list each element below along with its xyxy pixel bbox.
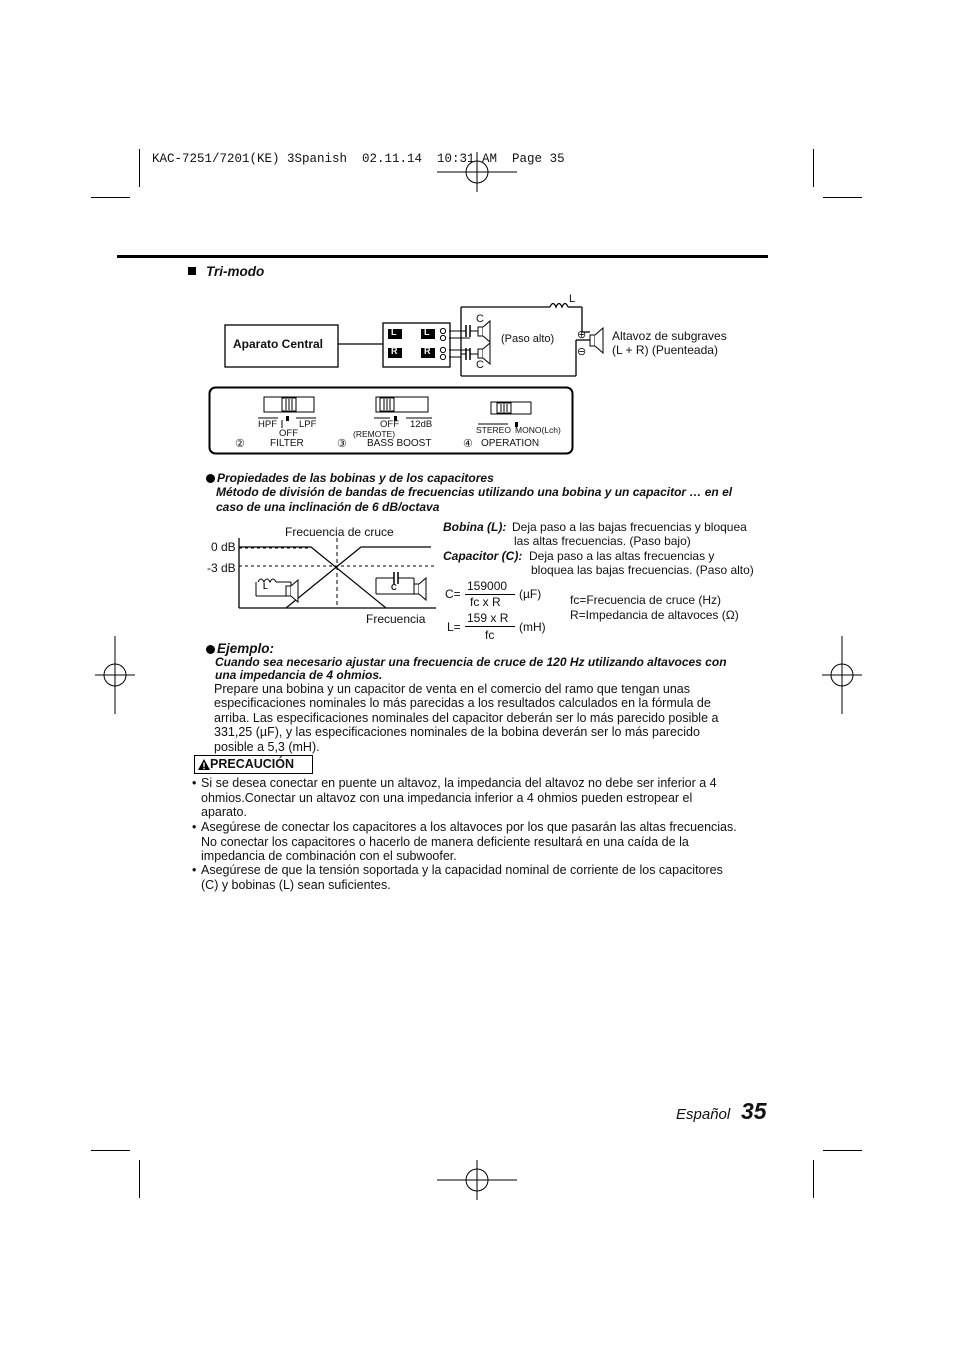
bass-boost-12db-option: 12dB — [410, 419, 433, 430]
bullet-dot — [206, 474, 215, 483]
formula-c-prefix: C= — [445, 587, 461, 601]
crop-mark — [813, 1160, 814, 1198]
r-definition: R=Impedancia de altavoces (Ω) — [570, 608, 739, 622]
capacitor-definition: bloquea las bajas frecuencias. (Paso alto) — [531, 563, 754, 577]
y-label-0db: 0 dB — [211, 540, 236, 554]
formula-c-denominator: fc x R — [470, 595, 501, 609]
footer-language: Español — [676, 1106, 731, 1123]
central-unit-label: Aparato Central — [233, 337, 324, 351]
bass-boost-off-option: OFF — [380, 419, 399, 430]
fraction-bar — [465, 626, 515, 627]
example-condition: una impedancia de 4 ohmios. — [215, 668, 383, 682]
y-label-3db: -3 dB — [207, 561, 236, 575]
bass-boost-label: BASS BOOST — [367, 438, 432, 449]
graph-cap-mark: C — [391, 583, 397, 592]
caution-label: PRECAUCIÓN — [210, 757, 295, 771]
bobina-definition: Deja paso a las bajas frecuencias y bloquea — [512, 520, 747, 534]
registration-mark — [822, 636, 862, 714]
crop-mark — [91, 197, 130, 198]
filter-number: ② — [235, 438, 245, 450]
formula-l-prefix: L= — [447, 620, 461, 634]
crop-mark — [813, 149, 814, 187]
operation-stereo-option: STEREO — [476, 425, 511, 435]
bobina-term: Bobina (L): — [443, 520, 507, 534]
crop-mark — [823, 1150, 862, 1151]
speaker-label: (L + R) (Puenteada) — [612, 343, 718, 357]
channel-l-label: L — [424, 327, 430, 337]
fc-definition: fc=Frecuencia de cruce (Hz) — [570, 593, 722, 607]
formula-l-unit: (mH) — [519, 620, 546, 634]
crossover-label: Frecuencia de cruce — [285, 525, 394, 539]
caution-item: • Si se desea conectar en puente un altavoz, la impedancia del altavoz no debe ser inferior a 4 ohmios.Conectar un altavoz con una impedancia inferior a 4 ohmios pueden estropear el aparato. — [192, 776, 717, 820]
channel-l-label: L — [391, 327, 397, 337]
capacitor-label: C — [476, 313, 484, 325]
formula-l-denominator: fc — [485, 628, 495, 642]
warning-icon — [198, 759, 210, 770]
registration-mark — [437, 1160, 517, 1200]
example-paragraph: Prepare una bobina y un capacitor de venta en el comercio del ramo que tengan unas — [214, 682, 691, 696]
graph-coil-mark: L — [263, 582, 268, 591]
example-paragraph: especificaciones nominales lo más parecidas a los resultados calculados en la fórmula de — [214, 696, 711, 710]
example-paragraph: 331,25 (µF), y las especificaciones nominales de la bobina deverán ser lo más parecido — [214, 725, 700, 739]
formula-c-numerator: 159000 — [467, 579, 508, 593]
section-bullet-square — [188, 267, 196, 275]
page-number: 35 — [741, 1098, 767, 1124]
caution-item: • Asegúrese de conectar los capacitores a los altavoces por los que pasarán las altas frecuencias. No conectar los capacitores o hacerlo de manera deficiente resultará en una caída de la impedancia de combinación con el subwoofer. — [192, 820, 737, 864]
capacitor-definition: Deja paso a las altas frecuencias y — [529, 549, 715, 563]
properties-subheading: caso de una inclinación de 6 dB/octava — [216, 500, 440, 514]
crop-mark — [91, 1150, 130, 1151]
crop-mark — [139, 149, 140, 187]
bass-boost-remote-option: (REMOTE) — [353, 429, 396, 439]
example-heading: Ejemplo: — [217, 641, 275, 656]
section-title: Tri-modo — [206, 264, 265, 279]
formula-c-unit: (µF) — [519, 587, 542, 601]
highpass-label: (Paso alto) — [501, 333, 555, 345]
channel-r-label: R — [391, 346, 398, 356]
x-axis-label: Frecuencia — [366, 612, 426, 626]
filter-label: FILTER — [270, 438, 304, 449]
example-condition: Cuando sea necesario ajustar una frecuencia de cruce de 120 Hz utilizando altavoces con — [215, 655, 727, 669]
print-slug: KAC-7251/7201(KE) 3Spanish 02.11.14 10:31 AM Page 35 — [152, 152, 565, 166]
coil-label: L — [569, 293, 576, 305]
bass-boost-number: ③ — [337, 438, 347, 450]
caution-item: • Asegúrese de que la tensión soportada y la capacidad nominal de corriente de los capacitores (C) y bobinas (L) sean suficientes. — [192, 863, 723, 892]
filter-hpf-option: HPF — [258, 419, 277, 430]
bullet-dot — [206, 645, 215, 654]
crop-mark — [139, 1160, 140, 1198]
channel-r-label: R — [424, 346, 431, 356]
operation-number: ④ — [463, 438, 473, 450]
speaker-label: Altavoz de subgraves — [612, 329, 727, 343]
capacitor-term: Capacitor (C): — [443, 549, 523, 563]
operation-mono-option: MONO(Lch) — [515, 425, 561, 435]
capacitor-label: C — [476, 359, 484, 371]
properties-subheading: Método de división de bandas de frecuencias utilizando una bobina y un capacitor … en el — [216, 485, 733, 499]
filter-off-option: OFF — [279, 428, 298, 439]
plus-terminal: ⊕ — [577, 329, 587, 341]
operation-label: OPERATION — [481, 438, 540, 449]
filter-lpf-option: LPF — [299, 419, 317, 430]
crop-mark — [823, 197, 862, 198]
example-paragraph: arriba. Las especificaciones nominales del capacitor deberán ser lo más parecido posible a — [214, 711, 719, 725]
registration-mark — [95, 636, 135, 714]
top-rule — [117, 255, 768, 258]
frequency-graph — [236, 538, 436, 612]
bobina-definition: las altas frecuencias. (Paso bajo) — [514, 534, 691, 548]
example-paragraph: posible a 5,3 (mH). — [214, 740, 320, 754]
properties-heading: Propiedades de las bobinas y de los capacitores — [217, 471, 494, 485]
formula-l-numerator: 159 x R — [467, 611, 509, 625]
minus-terminal: ⊖ — [577, 346, 587, 358]
